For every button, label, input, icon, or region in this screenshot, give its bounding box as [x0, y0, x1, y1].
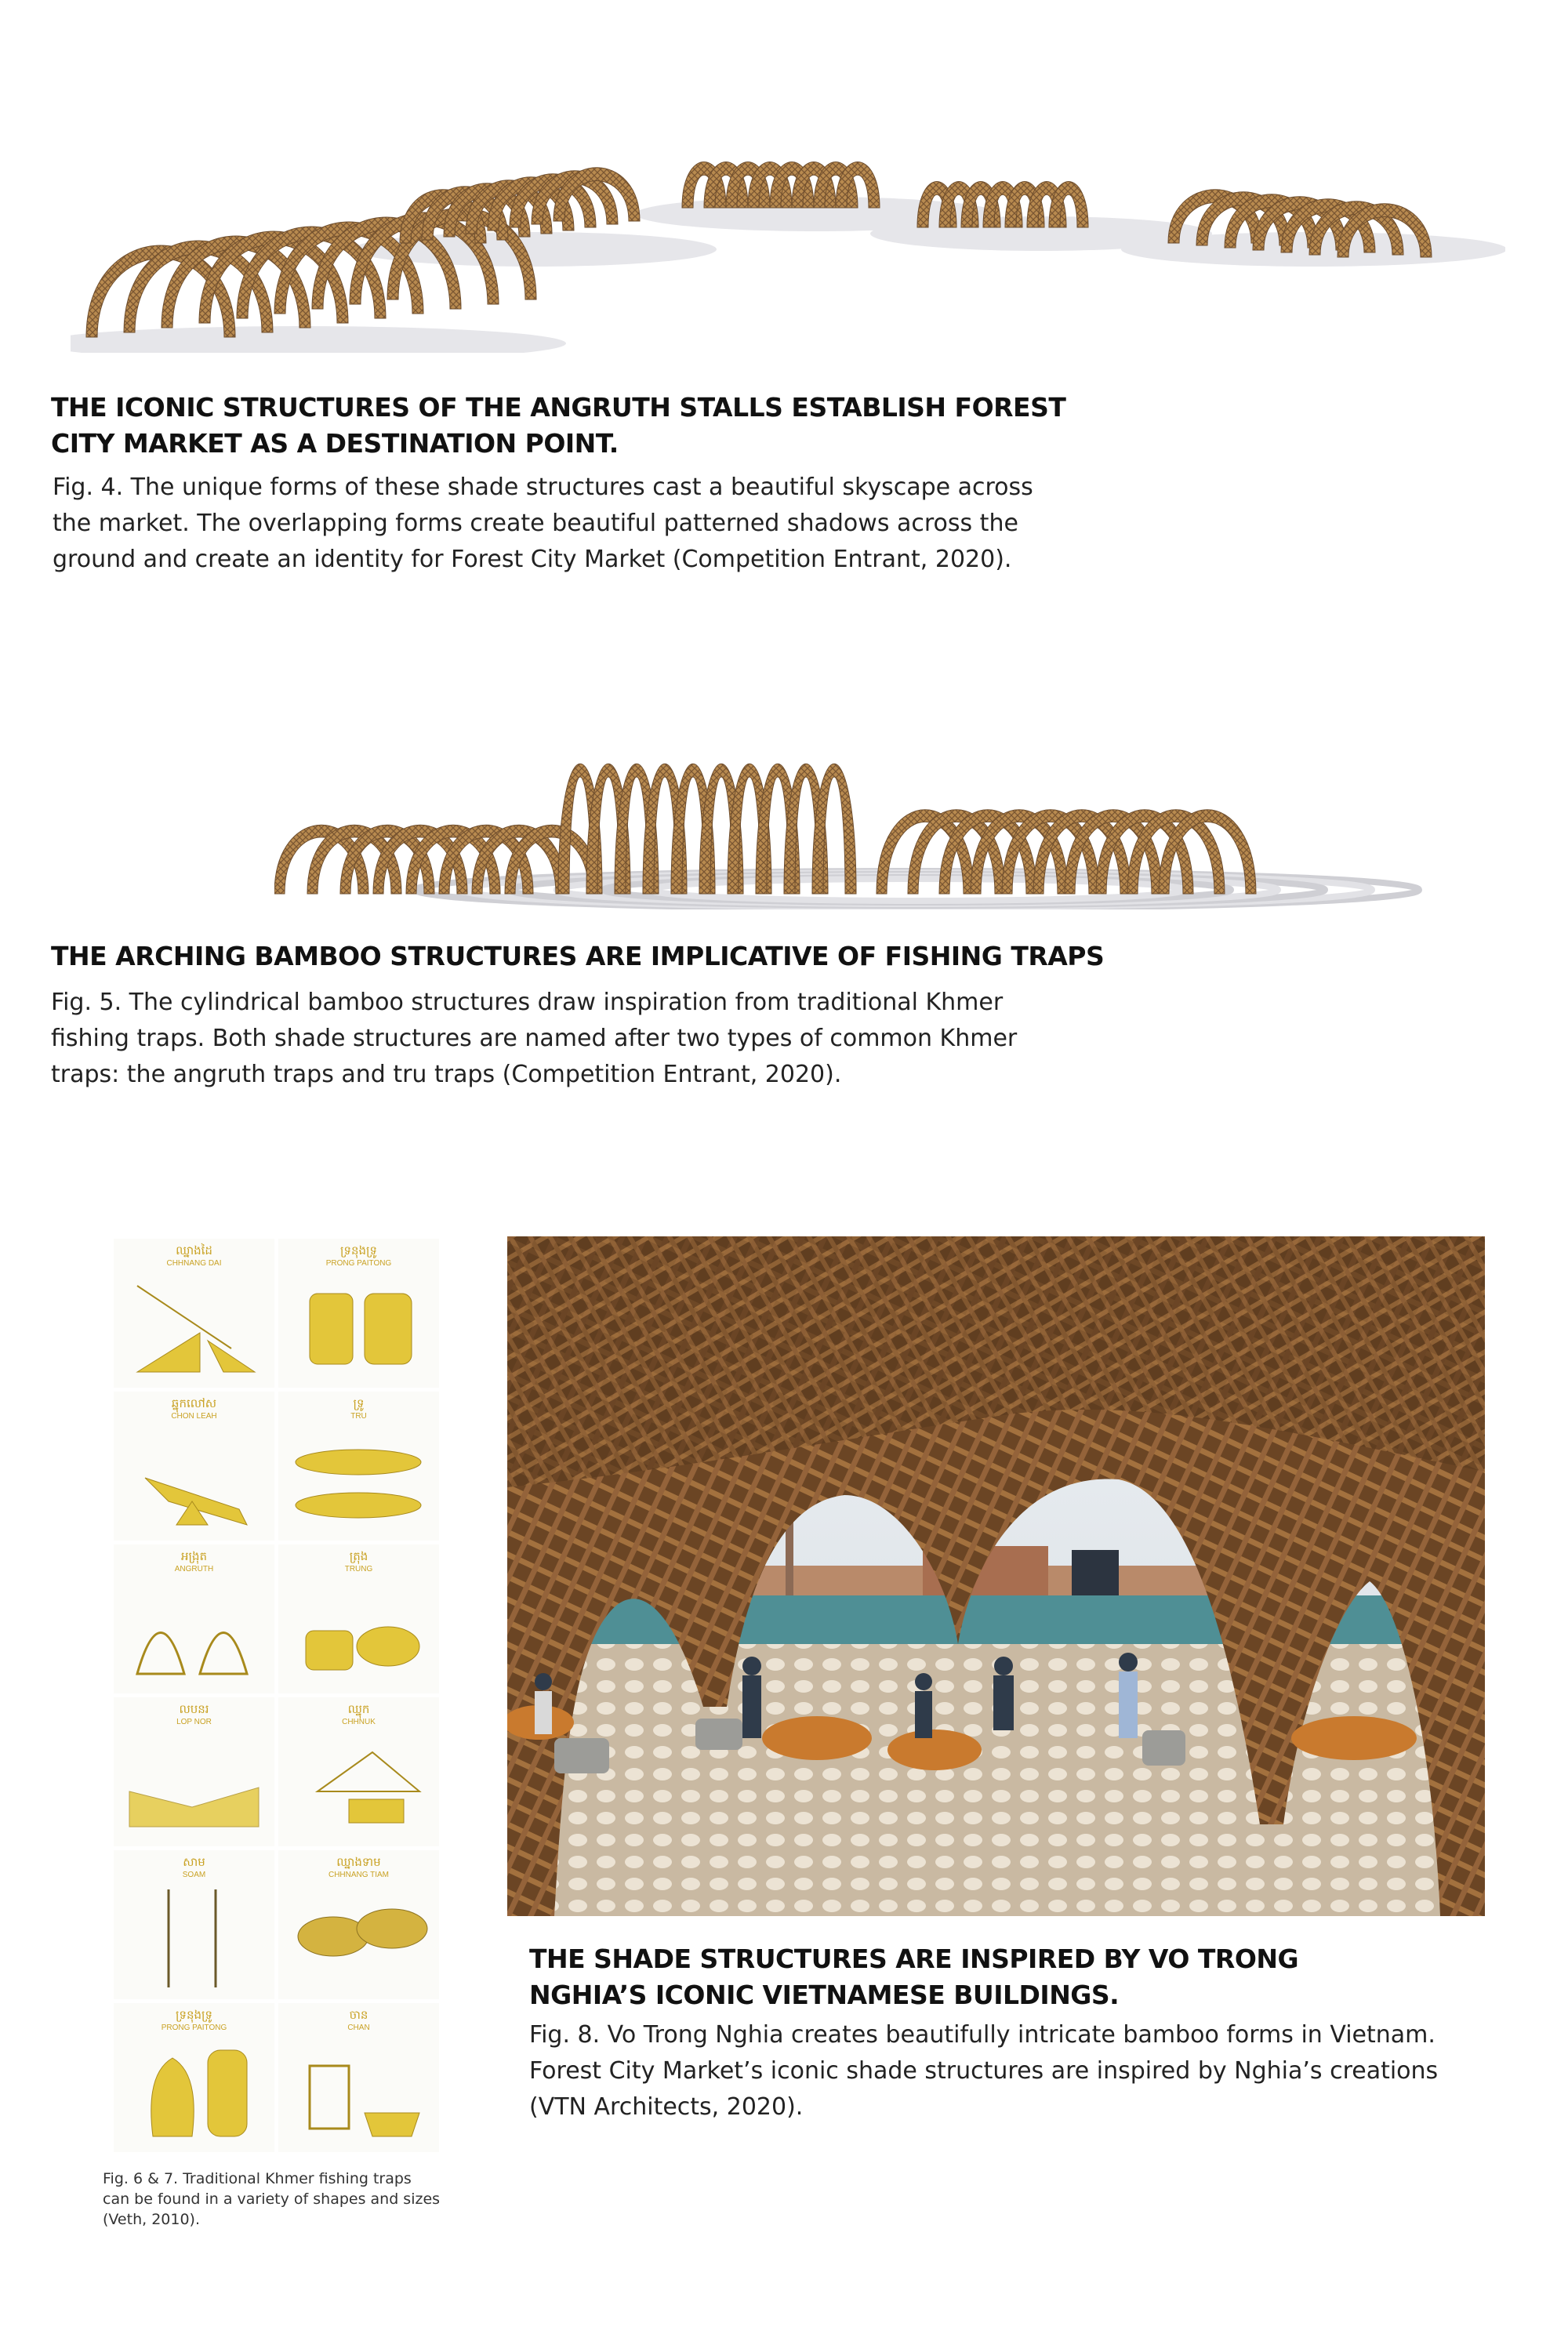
trap-cell: [114, 1850, 274, 1999]
trap-khmer-label: ឆ្នុកលៅស: [171, 1396, 217, 1410]
fig5-heading: [51, 938, 1149, 975]
trap-illustration: [137, 1286, 255, 1372]
trap-khmer-label: ទ្រនុងទ្រូ: [175, 2008, 213, 2022]
trap-khmer-label: ទ្រូ: [353, 1396, 365, 1410]
fig8-caption: [529, 2017, 1509, 2125]
trap-khmer-label: ចាន: [349, 2008, 368, 2022]
trap-name-label: CHON LEAH: [171, 1412, 217, 1421]
fig4-caption-line2: the market. The overlapping forms create beautiful patterned shadows across the: [53, 510, 1018, 537]
trap-illustration: [151, 2050, 247, 2136]
trap-illustration: [310, 1294, 412, 1364]
fig4-heading-line2: CITY MARKET AS A DESTINATION POINT.: [51, 428, 619, 459]
fig67-caption: [103, 2169, 463, 2230]
trap-cell: [278, 1850, 439, 1999]
trap-name-label: ANGRUTH: [174, 1565, 214, 1573]
trap-cell: [278, 1697, 439, 1846]
fig8-photo: [507, 1236, 1485, 1916]
trap-khmer-label: អង្រុត: [180, 1549, 208, 1563]
trap-khmer-label: ទ្រនុងទ្រូ: [339, 1243, 378, 1258]
fig5-caption-line1: Fig. 5. The cylindrical bamboo structures draw inspiration from traditional Khmer: [51, 989, 1004, 1016]
trap-illustration: [298, 1909, 427, 1956]
trap-khmer-label: លបនរ: [179, 1702, 209, 1716]
fig67-caption-line1: Fig. 6 & 7. Traditional Khmer fishing traps: [103, 2170, 412, 2187]
trap-name-label: SOAM: [182, 1871, 206, 1879]
fig67-caption-line2: can be found in a variety of shapes and sizes: [103, 2190, 441, 2208]
fig8-caption-line3: (VTN Architects, 2020).: [529, 2093, 804, 2121]
trap-name-label: TRU: [350, 1412, 367, 1421]
trap-cell: [114, 2003, 274, 2152]
fig5-caption: [51, 985, 1086, 1093]
fig8-heading: [529, 1941, 1470, 2013]
fig8-heading-line1: THE SHADE STRUCTURES ARE INSPIRED BY VO TRONG: [529, 1944, 1299, 1974]
trap-cell: [278, 1544, 439, 1693]
trap-cell: [114, 1239, 274, 1388]
fig5-caption-line3: traps: the angruth traps and tru traps (Competition Entrant, 2020).: [51, 1061, 842, 1088]
fishing-traps-grid: [114, 1239, 443, 2148]
arch-shadow: [71, 326, 566, 353]
fig67-caption-line3: (Veth, 2010).: [103, 2211, 201, 2228]
trap-illustration: [137, 1633, 247, 1675]
trap-illustration: [306, 1627, 419, 1670]
trap-name-label: TRUNG: [344, 1565, 373, 1573]
trap-cell: [278, 1239, 439, 1388]
trap-name-label: CHHNUK: [342, 1718, 376, 1726]
fig8-caption-line2: Forest City Market’s iconic shade structures are inspired by Nghia’s creations: [529, 2057, 1439, 2085]
trap-cell: [114, 1544, 274, 1693]
trap-cell: [114, 1392, 274, 1541]
fig8-caption-line1: Fig. 8. Vo Trong Nghia creates beautifully intricate bamboo forms in Vietnam.: [529, 2021, 1436, 2049]
fig5-render: [274, 706, 1427, 909]
fig4-caption-line1: Fig. 4. The unique forms of these shade structures cast a beautiful skyscape across: [53, 474, 1033, 501]
fig4-caption-line3: ground and create an identity for Forest City Market (Competition Entrant, 2020).: [53, 546, 1012, 573]
fig5-caption-line2: fishing traps. Both shade structures are named after two types of common Khmer: [51, 1025, 1018, 1052]
trap-khmer-label: ឈ្នាងទាម: [336, 1855, 381, 1869]
fig4-caption: [53, 470, 1087, 578]
trap-illustration: [129, 1788, 259, 1827]
trap-name-label: PRONG PAITONG: [325, 1259, 392, 1268]
trap-name-label: PRONG PAITONG: [161, 2024, 227, 2032]
trap-name-label: CHHNANG DAI: [166, 1259, 222, 1268]
trap-name-label: CHAN: [347, 2024, 370, 2032]
trap-name-label: LOP NOR: [176, 1718, 212, 1726]
trap-name-label: CHHNANG TIAM: [328, 1871, 390, 1879]
trap-khmer-label: ឈ្នាងដៃ: [176, 1243, 212, 1258]
fig4-render: [71, 141, 1505, 353]
trap-illustration: [310, 2066, 419, 2136]
trap-illustration: [145, 1478, 247, 1525]
trap-illustration: [318, 1752, 419, 1823]
trap-khmer-label: ត្រុង: [349, 1549, 368, 1563]
trap-illustration: [169, 1889, 216, 1987]
fig5-heading-text: THE ARCHING BAMBOO STRUCTURES ARE IMPLICATIVE OF FISHING TRAPS: [51, 941, 1105, 971]
trap-khmer-label: សាម: [183, 1855, 205, 1869]
trap-cell: [114, 1697, 274, 1846]
fig8-heading-line2: NGHIA’S ICONIC VIETNAMESE BUILDINGS.: [529, 1980, 1120, 2010]
trap-khmer-label: ឈ្នុក: [347, 1702, 370, 1716]
fig4-heading-line1: THE ICONIC STRUCTURES OF THE ANGRUTH STALLS ESTABLISH FOREST: [51, 392, 1066, 423]
trap-cell: [278, 2003, 439, 2152]
trap-illustration: [296, 1450, 421, 1518]
fig4-heading: [51, 390, 1086, 462]
trap-cell: [278, 1392, 439, 1541]
